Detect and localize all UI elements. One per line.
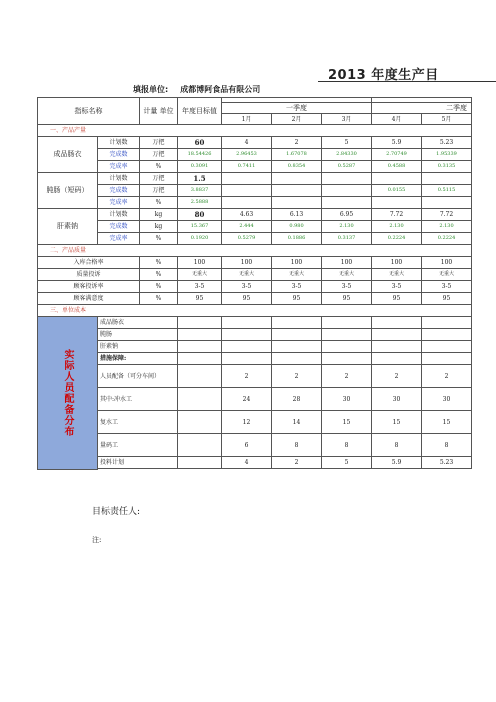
cell: 2 bbox=[272, 365, 322, 388]
report-title: 2013 年度生产目 bbox=[328, 64, 439, 83]
table-row bbox=[38, 161, 472, 173]
table-row bbox=[38, 149, 472, 161]
cell: 3-5 bbox=[222, 281, 272, 293]
table-row bbox=[38, 329, 472, 341]
row-label: 计划数 bbox=[98, 173, 140, 185]
responsible-person-label: 目标责任人: bbox=[92, 507, 141, 517]
table-row bbox=[38, 281, 472, 293]
cell bbox=[222, 185, 272, 197]
row-unit: % bbox=[140, 281, 178, 293]
row-unit: kg bbox=[140, 209, 178, 221]
cell: 12 bbox=[222, 411, 272, 434]
cell: 6.13 bbox=[272, 209, 322, 221]
row-unit: % bbox=[140, 269, 178, 281]
reporting-unit: 填报单位: 成都博阿食品有限公司 bbox=[133, 85, 261, 94]
cell: 100 bbox=[422, 257, 472, 269]
cell: 2.84330 bbox=[322, 149, 372, 161]
cell: 3-5 bbox=[272, 281, 322, 293]
cell: 100 bbox=[222, 257, 272, 269]
table-row bbox=[38, 209, 472, 221]
row-unit: % bbox=[140, 257, 178, 269]
cell: 28 bbox=[272, 388, 322, 411]
row-unit: % bbox=[140, 161, 178, 173]
cell: 0.5287 bbox=[322, 161, 372, 173]
target-value: 0.3091 bbox=[178, 161, 222, 173]
cell: 无重大 bbox=[372, 269, 422, 281]
staff-item: 肝素钠 bbox=[98, 341, 178, 353]
cell: 5.9 bbox=[372, 137, 422, 149]
cell: 0.8354 bbox=[272, 161, 322, 173]
table-row bbox=[38, 353, 472, 365]
product-name: 成品肠衣 bbox=[38, 137, 98, 173]
cell bbox=[222, 173, 272, 185]
row-label: 入库合格率 bbox=[38, 257, 140, 269]
cell: 0.5279 bbox=[222, 233, 272, 245]
row-label: 质量投诉 bbox=[38, 269, 140, 281]
target-value: 95 bbox=[178, 293, 222, 305]
staff-row-label: 人员配备（可分车间） bbox=[98, 365, 178, 388]
cell: 95 bbox=[422, 293, 472, 305]
cell: 3-5 bbox=[422, 281, 472, 293]
cell: 3-5 bbox=[322, 281, 372, 293]
header-month: 2月 bbox=[272, 114, 322, 125]
table-row bbox=[38, 317, 472, 329]
cell: 100 bbox=[272, 257, 322, 269]
cell: 2.444 bbox=[222, 221, 272, 233]
cell: 2 bbox=[322, 365, 372, 388]
staff-item: 肫肠 bbox=[98, 329, 178, 341]
cell: 95 bbox=[322, 293, 372, 305]
cell: 无重大 bbox=[322, 269, 372, 281]
cell: 0.5115 bbox=[422, 185, 472, 197]
target-value: 2.5888 bbox=[178, 197, 222, 209]
cell: 2 bbox=[422, 365, 472, 388]
cell: 4.63 bbox=[222, 209, 272, 221]
product-name: 肝素钠 bbox=[38, 209, 98, 245]
row-unit: 万把 bbox=[140, 185, 178, 197]
row-unit: % bbox=[140, 293, 178, 305]
cell: 5.9 bbox=[372, 457, 422, 469]
cell: 8 bbox=[422, 434, 472, 457]
target-value: 0.1920 bbox=[178, 233, 222, 245]
cell: 2.130 bbox=[372, 221, 422, 233]
staffing-side-label: 实际人员配备分布 bbox=[38, 317, 98, 470]
target-value: 100 bbox=[178, 257, 222, 269]
cell: 2 bbox=[272, 137, 322, 149]
row-label: 完成数 bbox=[98, 185, 140, 197]
cell bbox=[372, 173, 422, 185]
cell: 2 bbox=[372, 365, 422, 388]
row-label: 完成率 bbox=[98, 161, 140, 173]
cell: 2.130 bbox=[422, 221, 472, 233]
table-row bbox=[38, 197, 472, 209]
table-row bbox=[38, 341, 472, 353]
table-row bbox=[38, 173, 472, 185]
target-value: 3-5 bbox=[178, 281, 222, 293]
table-row bbox=[38, 257, 472, 269]
row-label: 完成数 bbox=[98, 149, 140, 161]
measures-label: 措施保障: bbox=[98, 353, 178, 365]
table-row bbox=[38, 411, 472, 434]
cell: 8 bbox=[372, 434, 422, 457]
header-target: 年度目标值 bbox=[178, 98, 222, 125]
cell bbox=[272, 173, 322, 185]
header-month: 5月 bbox=[422, 114, 472, 125]
cell: 无重大 bbox=[272, 269, 322, 281]
cell: 14 bbox=[272, 411, 322, 434]
cell: 6.95 bbox=[322, 209, 372, 221]
header-month: 1月 bbox=[222, 114, 272, 125]
cell: 0.2224 bbox=[422, 233, 472, 245]
row-label: 计划数 bbox=[98, 209, 140, 221]
production-target-table bbox=[37, 97, 472, 470]
header-month: 4月 bbox=[372, 114, 422, 125]
cell: 95 bbox=[222, 293, 272, 305]
cell: 6 bbox=[222, 434, 272, 457]
cell: 100 bbox=[322, 257, 372, 269]
cell: 3-5 bbox=[372, 281, 422, 293]
cell: 2.130 bbox=[322, 221, 372, 233]
target-value: 18.54426 bbox=[178, 149, 222, 161]
row-label: 顾客投诉率 bbox=[38, 281, 140, 293]
row-label: 计划数 bbox=[98, 137, 140, 149]
target-value: 80 bbox=[178, 209, 222, 221]
cell: 24 bbox=[222, 388, 272, 411]
cell: 15 bbox=[422, 411, 472, 434]
cell: 无重大 bbox=[222, 269, 272, 281]
cell: 0.7411 bbox=[222, 161, 272, 173]
cell: 5 bbox=[322, 137, 372, 149]
cell: 95 bbox=[372, 293, 422, 305]
row-unit: 万把 bbox=[140, 149, 178, 161]
row-unit: 万把 bbox=[140, 137, 178, 149]
cell: 8 bbox=[272, 434, 322, 457]
cell: 5.23 bbox=[422, 137, 472, 149]
cell: 4 bbox=[222, 137, 272, 149]
cell: 0.1886 bbox=[272, 233, 322, 245]
cell bbox=[222, 197, 272, 209]
staff-row-label: 投料计划 bbox=[98, 457, 178, 469]
header-indicator: 指标名称 bbox=[38, 98, 140, 125]
cell: 无重大 bbox=[422, 269, 472, 281]
cell: 15 bbox=[372, 411, 422, 434]
cell: 0.980 bbox=[272, 221, 322, 233]
table-row bbox=[38, 388, 472, 411]
row-label: 完成率 bbox=[98, 233, 140, 245]
cell bbox=[322, 185, 372, 197]
table-row bbox=[38, 221, 472, 233]
cell: 4 bbox=[222, 457, 272, 469]
product-name: 肫肠（短码） bbox=[38, 173, 98, 209]
cell: 8 bbox=[322, 434, 372, 457]
cell: 95 bbox=[272, 293, 322, 305]
table-row bbox=[38, 365, 472, 388]
table-row bbox=[38, 185, 472, 197]
cell: 1.67078 bbox=[272, 149, 322, 161]
table-row bbox=[38, 233, 472, 245]
row-label: 完成数 bbox=[98, 221, 140, 233]
row-unit: kg bbox=[140, 221, 178, 233]
header-q1: 一季度 bbox=[222, 103, 372, 114]
cell: 2 bbox=[222, 365, 272, 388]
header-unit: 计量 单位 bbox=[140, 98, 178, 125]
section-cost: 三、单位成本 bbox=[38, 305, 472, 317]
row-label: 顾客满意度 bbox=[38, 293, 140, 305]
staff-row-label: 其中:冲水工 bbox=[98, 388, 178, 411]
row-unit: 万把 bbox=[140, 173, 178, 185]
section-output: 一、产品产量 bbox=[38, 125, 472, 137]
table-row bbox=[38, 293, 472, 305]
target-value: 无重大 bbox=[178, 269, 222, 281]
cell bbox=[422, 197, 472, 209]
table-row bbox=[38, 434, 472, 457]
cell: 30 bbox=[322, 388, 372, 411]
target-value: 3.8837 bbox=[178, 185, 222, 197]
cell: 7.72 bbox=[372, 209, 422, 221]
target-value: 60 bbox=[178, 137, 222, 149]
row-unit: % bbox=[140, 197, 178, 209]
table-row bbox=[38, 457, 472, 469]
cell: 5 bbox=[322, 457, 372, 469]
cell: 0.4588 bbox=[372, 161, 422, 173]
cell bbox=[272, 197, 322, 209]
cell bbox=[422, 173, 472, 185]
staff-item: 成品肠衣 bbox=[98, 317, 178, 329]
table-row bbox=[38, 269, 472, 281]
staff-row-label: 复水工 bbox=[98, 411, 178, 434]
row-unit: % bbox=[140, 233, 178, 245]
row-label: 完成率 bbox=[98, 197, 140, 209]
cell: 100 bbox=[372, 257, 422, 269]
cell bbox=[322, 173, 372, 185]
cell: 7.72 bbox=[422, 209, 472, 221]
staff-row-label: 量码工 bbox=[98, 434, 178, 457]
cell: 30 bbox=[422, 388, 472, 411]
cell: 1.95339 bbox=[422, 149, 472, 161]
cell bbox=[322, 197, 372, 209]
cell: 0.0155 bbox=[372, 185, 422, 197]
cell: 0.3137 bbox=[322, 233, 372, 245]
cell bbox=[372, 197, 422, 209]
cell: 0.2224 bbox=[372, 233, 422, 245]
note-label: 注: bbox=[92, 536, 102, 544]
header-q2: 二季度 bbox=[372, 103, 472, 114]
cell: 2.70749 bbox=[372, 149, 422, 161]
cell bbox=[272, 185, 322, 197]
cell: 2.96453 bbox=[222, 149, 272, 161]
section-quality: 二、产品质量 bbox=[38, 245, 472, 257]
cell: 30 bbox=[372, 388, 422, 411]
target-value: 15.367 bbox=[178, 221, 222, 233]
cell: 15 bbox=[322, 411, 372, 434]
cell: 5.23 bbox=[422, 457, 472, 469]
header-month: 3月 bbox=[322, 114, 372, 125]
cell: 0.3135 bbox=[422, 161, 472, 173]
table-row bbox=[38, 137, 472, 149]
target-value: 1.5 bbox=[178, 173, 222, 185]
cell: 2 bbox=[272, 457, 322, 469]
